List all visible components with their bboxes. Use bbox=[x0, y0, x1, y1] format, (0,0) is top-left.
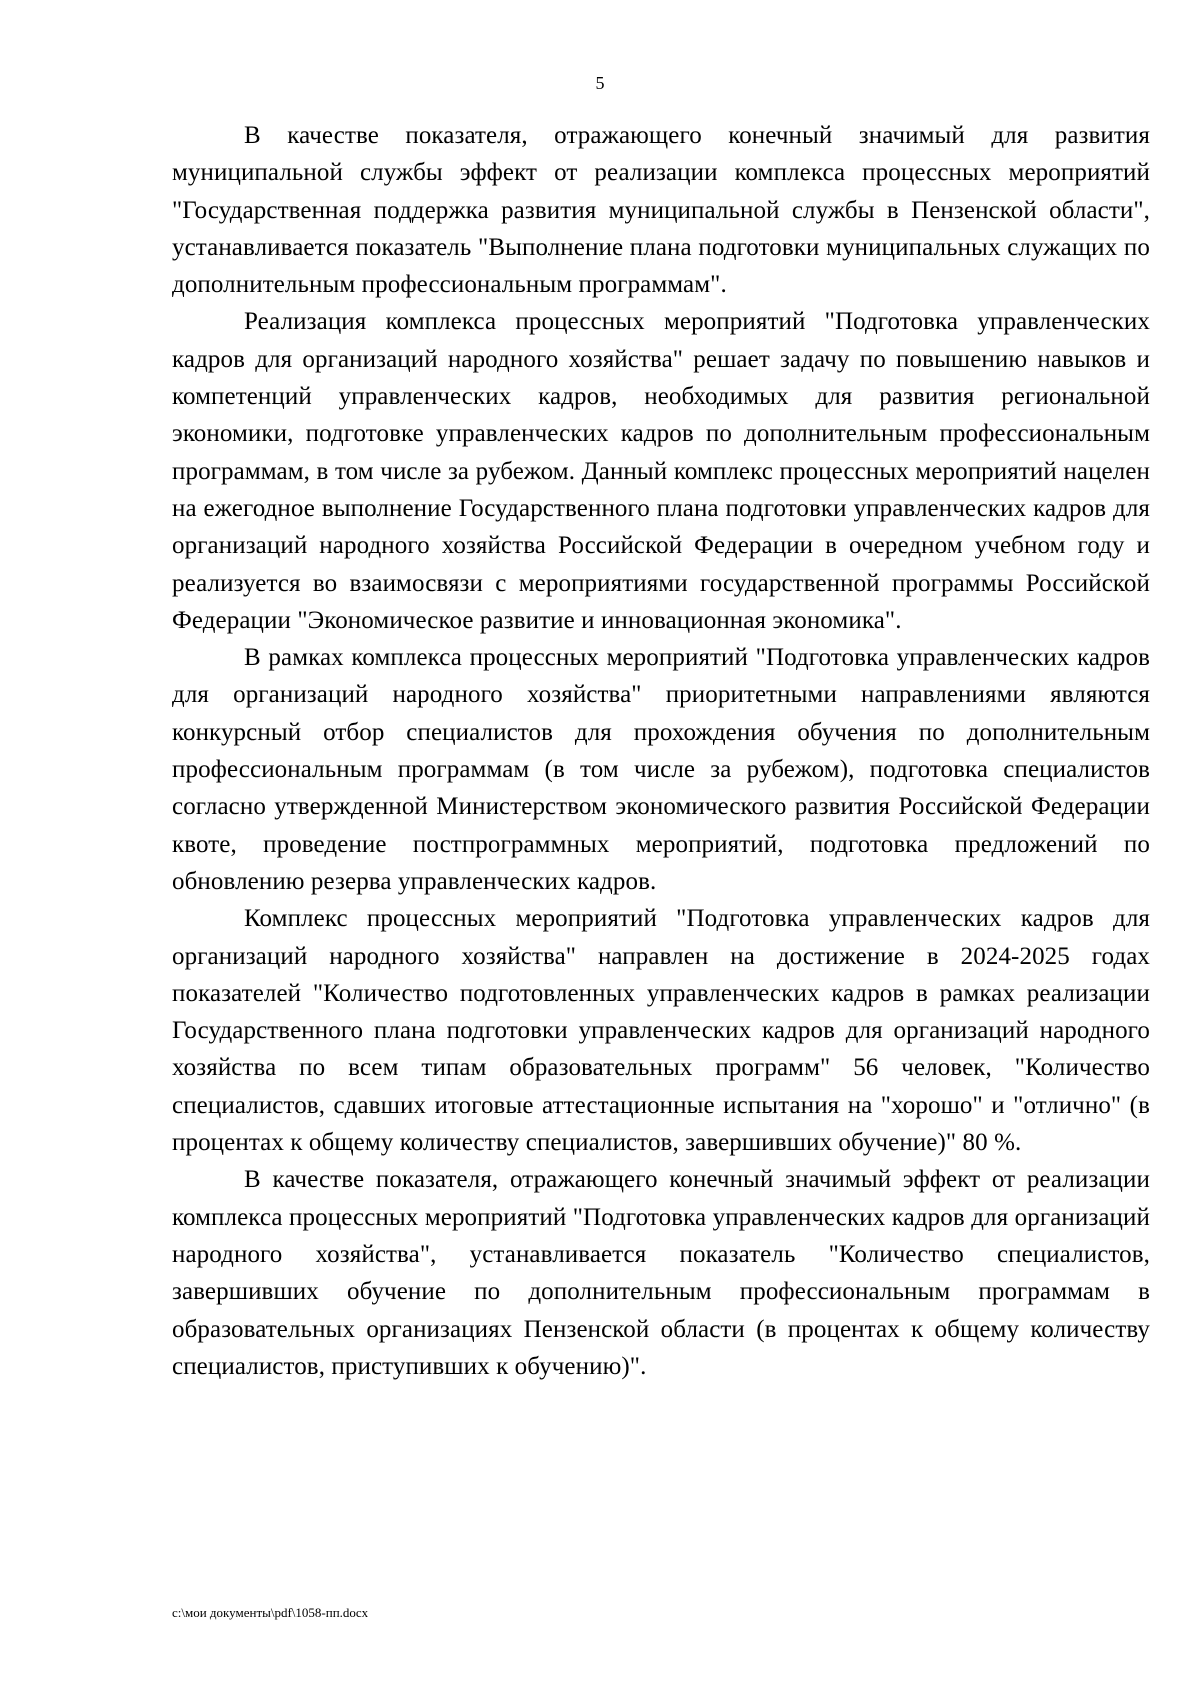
paragraph-management-training-goal: Реализация комплекса процессных мероприятий "Подготовка управленческих кадров для организаций народного хозяйства" решает задачу по повышению навыков и компетенций управленческих кадров, необходимых для развития региональной экономики, подготовке управленческих кадров по дополнительным профессиональным программам, в том числе за рубежом. Данный комплекс процессных мероприятий нацелен на ежегодное выполнение Государственного плана подготовки управленческих кадров для организаций народного хозяйства Российской Федерации в очередном учебном году и реализуется во взаимосвязи с мероприятиями государственной программы Российской Федерации "Экономическое развитие и инновационная экономика". bbox=[172, 308, 1150, 634]
footer-file-path: c:\мои документы\pdf\1058-пп.docx bbox=[172, 1605, 369, 1620]
paragraph-municipal-service-indicator: В качестве показателя, отражающего конечный значимый для развития муниципальной службы эффект от реализации комплекса процессных мероприятий "Государственная поддержка развития муниципальной службы в Пензенской области", устанавливается показатель "Выполнение плана подготовки муниципальных служащих по дополнительным профессиональным программам". bbox=[172, 122, 1150, 299]
document-body bbox=[172, 117, 1150, 1385]
paragraph-final-effect-indicator: В качестве показателя, отражающего конечный значимый эффект от реализации комплекса процессных мероприятий "Подготовка управленческих кадров для организаций народного хозяйства", устанавливается показатель "Количество специалистов, завершивших обучение по дополнительным профессиональным программам в образовательных организациях Пензенской области (в процентах к общему количеству специалистов, приступивших к обучению)". bbox=[172, 1166, 1150, 1380]
paragraph-target-indicators: Комплекс процессных мероприятий "Подготовка управленческих кадров для организаций народного хозяйства" направлен на достижение в 2024-2025 годах показателей "Количество подготовленных управленческих кадров в рамках реализации Государственного плана подготовки управленческих кадров для организаций народного хозяйства по всем типам образовательных программ" 56 человек, "Количество специалистов, сдавших итоговые аттестационные испытания на "хорошо" и "отлично" (в процентах к общему количеству специалистов, завершивших обучение)" 80 %. bbox=[172, 905, 1150, 1157]
page-number: 5 bbox=[595, 73, 605, 93]
paragraph-priority-directions: В рамках комплекса процессных мероприятий "Подготовка управленческих кадров для организаций народного хозяйства" приоритетными направлениями являются конкурсный отбор специалистов для прохождения обучения по дополнительным профессиональным программам (в том числе за рубежом), подготовка специалистов согласно утвержденной Министерством экономического развития Российской Федерации квоте, проведение постпрограммных мероприятий, подготовка предложений по обновлению резерва управленческих кадров. bbox=[172, 644, 1150, 895]
